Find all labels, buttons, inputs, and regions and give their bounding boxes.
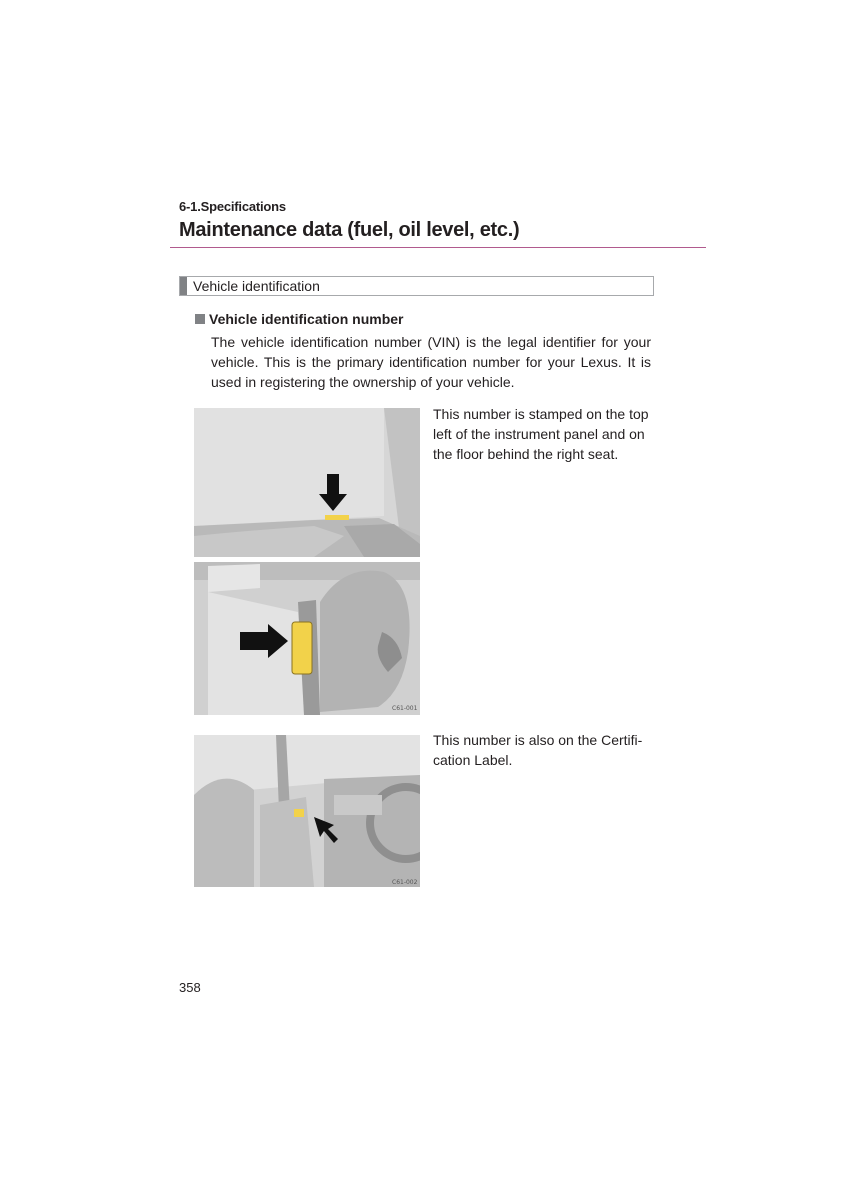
subsection-title: Vehicle identification [193, 278, 320, 294]
certification-label-highlight [294, 809, 304, 817]
page-title: Maintenance data (fuel, oil level, etc.) [179, 219, 520, 241]
section-label: 6-1.Specifications [179, 199, 286, 214]
instrument-panel-photo [194, 408, 420, 557]
figure-caption-2: This number is also on the Certifi-cation Label. [433, 732, 643, 768]
vin-plate-highlight [325, 515, 349, 520]
figure-code-2: C61-002 [392, 879, 418, 886]
subsection-header [179, 276, 654, 296]
figure-code-1: C61-001 [392, 705, 418, 712]
intro-paragraph: The vehicle identification number (VIN) is the legal identifier for your vehicle. This is the primary identification number for your Lexus. It is used in registering the ownership of your vehicle. [211, 334, 651, 390]
certification-label-illustration [194, 735, 420, 887]
square-bullet-icon [195, 314, 205, 324]
floor-behind-seat-photo [194, 562, 420, 715]
instrument-panel-illustration [194, 408, 420, 557]
page-number: 358 [179, 980, 201, 995]
certification-label-photo [194, 735, 420, 887]
subsection-marker [180, 277, 187, 295]
item-heading-text: Vehicle identification number [209, 311, 404, 327]
figure-caption-1: This number is stamped on the top left of the instrument panel and on the floor behind the right seat. [433, 406, 649, 462]
title-divider [170, 247, 706, 248]
item-heading [195, 311, 403, 327]
floor-behind-seat-illustration [194, 562, 420, 715]
vin-plate-highlight [292, 622, 312, 674]
